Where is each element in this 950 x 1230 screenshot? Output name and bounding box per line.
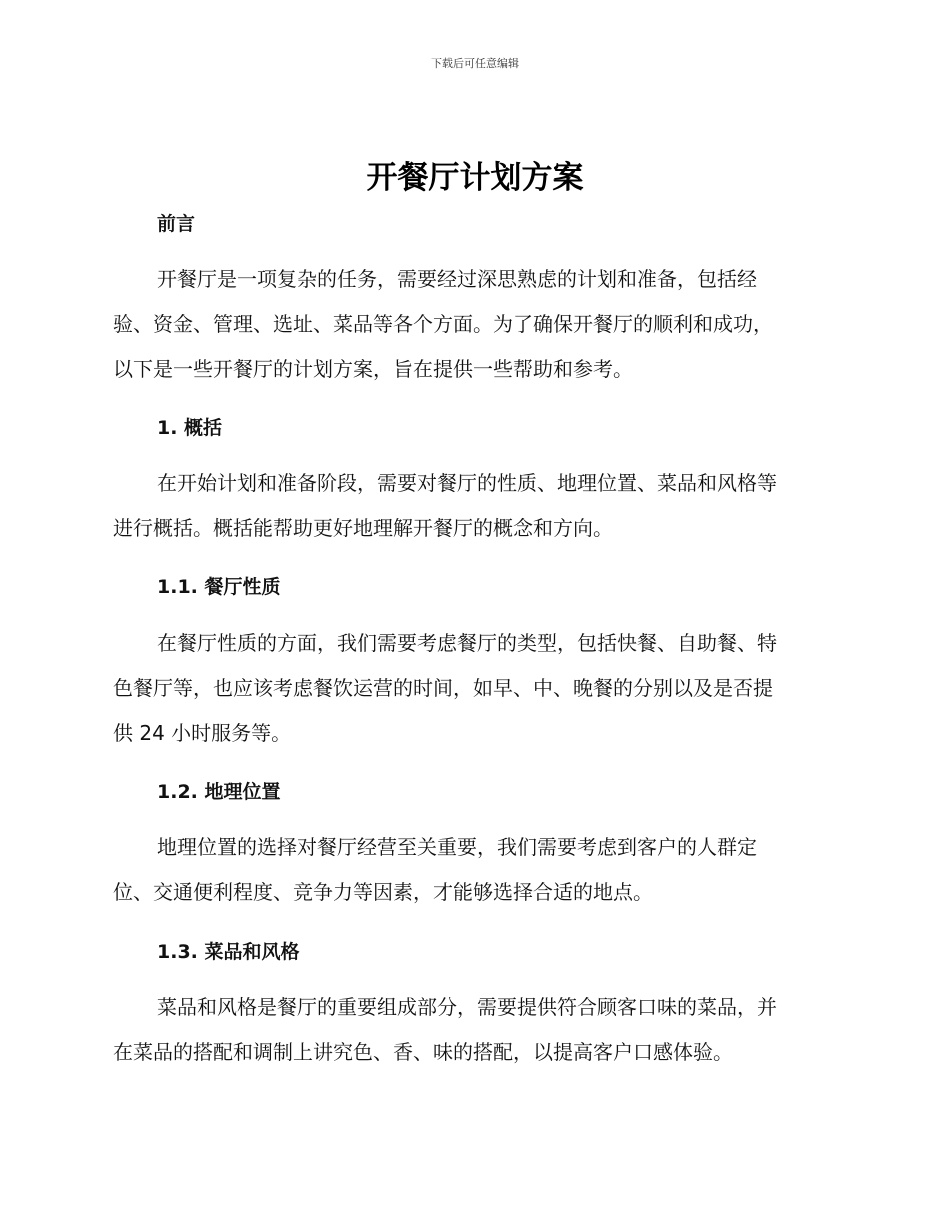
heading-restaurant-nature: 1.1. 餐厅性质 [157, 576, 281, 598]
paragraph-restaurant-nature [113, 621, 833, 756]
paragraph-line: 菜品和风格是餐厅的重要组成部分，需要提供符合顾客口味的菜品，并 [157, 995, 777, 1019]
paragraph-line: 色餐厅等，也应该考虑餐饮运营的时间，如早、中、晚餐的分别以及是否提 [113, 676, 773, 700]
paragraph-location [113, 825, 833, 915]
paragraph-line: 验、资金、管理、选址、菜品等各个方面。为了确保开餐厅的顺利和成功， [113, 312, 773, 336]
paragraph-line: 在餐厅性质的方面，我们需要考虑餐厅的类型，包括快餐、自助餐、特 [157, 631, 777, 655]
paragraph-line: 在菜品的搭配和调制上讲究色、香、味的搭配，以提高客户口感体验。 [113, 1040, 733, 1064]
paragraph-line: 开餐厅是一项复杂的任务，需要经过深思熟虑的计划和准备，包括经 [157, 267, 757, 291]
heading-dishes-style: 1.3. 菜品和风格 [157, 941, 300, 963]
header-note: 下载后可任意编辑 [431, 57, 519, 70]
paragraph-overview [113, 461, 833, 551]
heading-location: 1.2. 地理位置 [157, 781, 281, 803]
paragraph-preface [113, 257, 833, 392]
paragraph-line: 在开始计划和准备阶段，需要对餐厅的性质、地理位置、菜品和风格等 [157, 471, 777, 495]
paragraph-line: 供 24 小时服务等。 [113, 721, 292, 745]
paragraph-dishes-style [113, 985, 833, 1075]
paragraph-line: 进行概括。概括能帮助更好地理解开餐厅的概念和方向。 [113, 516, 613, 540]
heading-overview: 1. 概括 [157, 417, 223, 439]
paragraph-line: 地理位置的选择对餐厅经营至关重要，我们需要考虑到客户的人群定 [157, 835, 757, 859]
paragraph-line: 位、交通便利程度、竞争力等因素，才能够选择合适的地点。 [113, 880, 653, 904]
heading-preface: 前言 [157, 213, 196, 235]
paragraph-line: 以下是一些开餐厅的计划方案，旨在提供一些帮助和参考。 [113, 357, 633, 381]
document-title: 开餐厅计划方案 [366, 160, 584, 196]
